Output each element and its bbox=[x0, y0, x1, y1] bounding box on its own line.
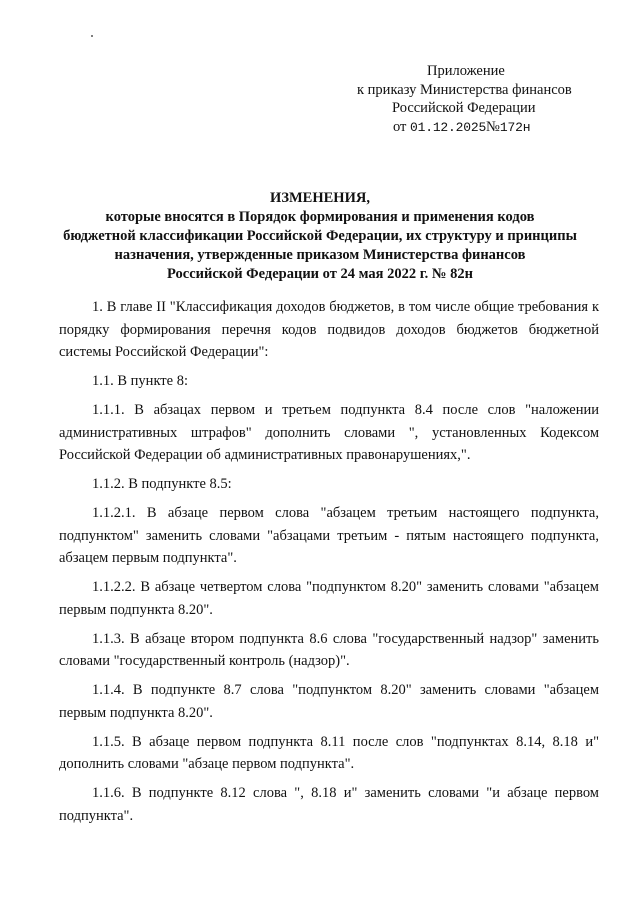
order-number: 172н bbox=[499, 119, 531, 135]
paragraph-1-1-2: 1.1.2. В подпункте 8.5: bbox=[92, 476, 232, 492]
title-line: Российской Федерации от 24 мая 2022 г. № 82н bbox=[167, 266, 473, 282]
paragraph-1-1-3: 1.1.3. В абзаце втором подпункта 8.6 слова "государственный надзор" заменить словами "государственный контроль (надзор)". bbox=[59, 630, 599, 669]
paragraph-1-1-6: 1.1.6. В подпункте 8.12 слова ", 8.18 и" заменить словами "и абзаце первом подпункта". bbox=[59, 785, 599, 824]
paragraph-1-1-4: 1.1.4. В подпункте 8.7 слова "подпунктом 8.20" заменить словами "абзацем первым подпункта 8.20". bbox=[59, 682, 599, 721]
appendix-order-ref: к приказу Министерства финансов bbox=[357, 81, 572, 98]
date-prefix: от bbox=[393, 118, 407, 135]
document-body bbox=[59, 296, 599, 834]
paragraph-1-1-2-2: 1.1.2.2. В абзаце четвертом слова "подпунктом 8.20" заменить словами "абзацем первым подпункта 8.20". bbox=[59, 579, 599, 618]
order-date: 01.12.2025 bbox=[410, 119, 487, 135]
document-title bbox=[50, 189, 590, 284]
paragraph-1: 1. В главе II "Классификация доходов бюджетов, в том числе общие требования к порядку формирования перечня кодов подвидов доходов бюджетов бюджетной системы Российской Федерации": bbox=[59, 299, 599, 360]
number-sign: № bbox=[486, 118, 500, 135]
appendix-date-line bbox=[350, 118, 600, 138]
paragraph-1-1-2-1: 1.1.2.1. В абзаце первом слова "абзацем третьим настоящего подпункта, подпунктом" заменить словами "абзацами третьим - пятым настоящего подпункта, абзацем первым подпункта". bbox=[59, 505, 599, 566]
title-line: бюджетной классификации Российской Федерации, их структуру и принципы bbox=[63, 228, 577, 244]
appendix-federation: Российской Федерации bbox=[392, 100, 536, 116]
title-heading: ИЗМЕНЕНИЯ, bbox=[270, 190, 370, 206]
appendix-label: Приложение bbox=[427, 63, 505, 79]
paragraph-1-1-5: 1.1.5. В абзаце первом подпункта 8.11 после слов "подпунктах 8.14, 8.18 и" дополнить словами "абзаце первом подпункта". bbox=[59, 733, 599, 772]
appendix-header bbox=[350, 62, 600, 137]
title-line: которые вносятся в Порядок формирования и применения кодов bbox=[105, 209, 535, 225]
scan-speck bbox=[91, 35, 93, 37]
paragraph-1-1: 1.1. В пункте 8: bbox=[92, 373, 188, 389]
paragraph-1-1-1: 1.1.1. В абзацах первом и третьем подпункта 8.4 после слов "наложении административных штрафов" дополнить словами ", установленных Кодексом Российской Федерации об административных правонарушениях,". bbox=[59, 402, 599, 463]
title-line: назначения, утвержденные приказом Министерства финансов bbox=[114, 247, 526, 263]
